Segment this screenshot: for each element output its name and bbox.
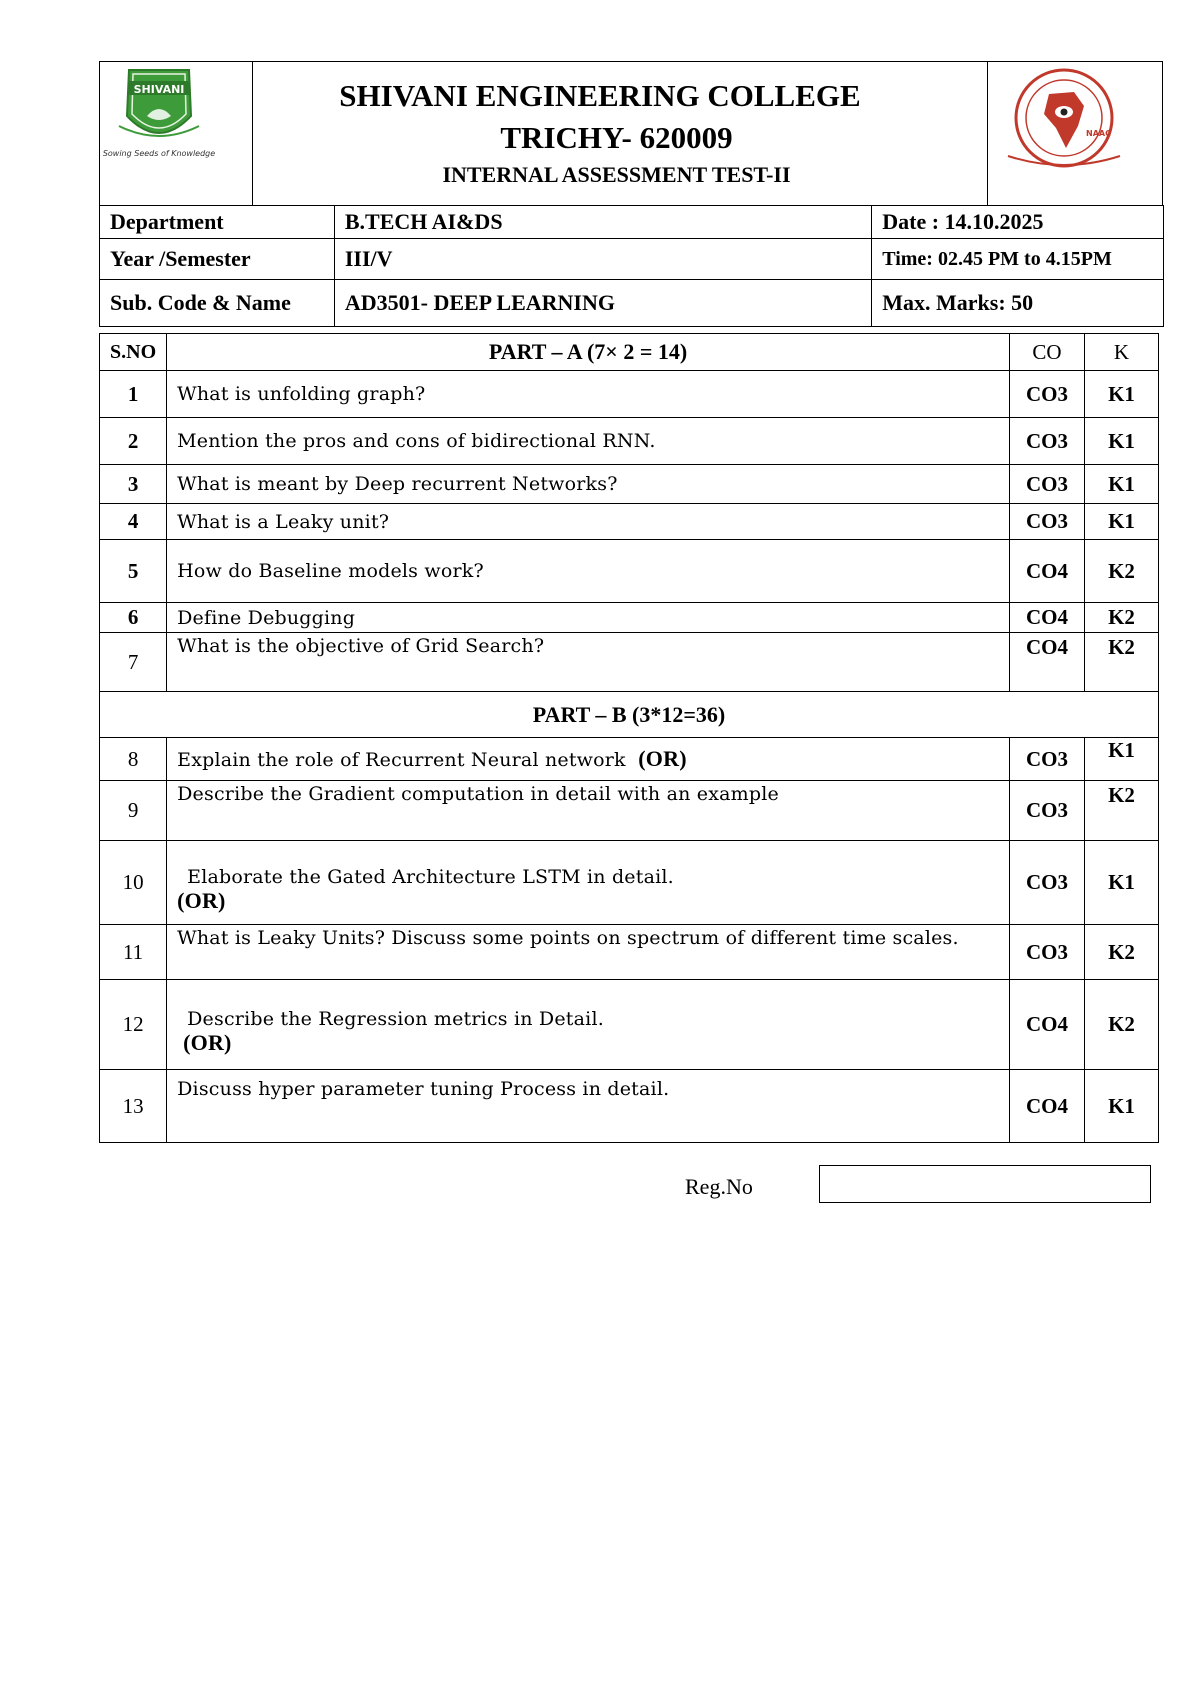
k-value: K1 <box>1085 841 1159 925</box>
k-value: K1 <box>1085 504 1159 540</box>
table-row <box>100 925 1159 980</box>
co-value: CO4 <box>1010 633 1085 692</box>
sno-header: S.NO <box>100 334 167 371</box>
max-marks: Max. Marks: 50 <box>872 280 1164 327</box>
k-value: K2 <box>1085 781 1159 841</box>
year-value: III/V <box>334 239 871 280</box>
sno: 12 <box>100 980 167 1070</box>
k-value: K2 <box>1085 633 1159 692</box>
sno: 5 <box>100 540 167 603</box>
k-value: K2 <box>1085 980 1159 1070</box>
question-text: Mention the pros and cons of bidirectional RNN. <box>167 418 1010 465</box>
table-row <box>100 540 1159 603</box>
table-row <box>100 1070 1159 1143</box>
table-row <box>100 841 1159 925</box>
logo-left-text: SHIVANI <box>133 83 185 96</box>
question-cell <box>167 841 1010 925</box>
question-text: Describe the Regression metrics in Detail. <box>187 1007 604 1030</box>
sno: 6 <box>100 603 167 633</box>
info-table <box>99 205 1164 327</box>
sno: 13 <box>100 1070 167 1143</box>
table-row <box>100 504 1159 540</box>
question-text: Explain the role of Recurrent Neural network <box>177 749 626 771</box>
co-value: CO3 <box>1010 738 1085 781</box>
table-row <box>100 465 1159 504</box>
k-header: K <box>1085 334 1159 371</box>
co-value: CO4 <box>1010 1070 1085 1143</box>
question-text: Discuss hyper parameter tuning Process in detail. <box>167 1070 1010 1143</box>
logo-left-tagline: Sowing Seeds of Knowledge <box>102 149 216 158</box>
dept-label: Department <box>100 206 335 239</box>
reg-no-box[interactable] <box>819 1165 1151 1203</box>
question-text: What is meant by Deep recurrent Networks? <box>167 465 1010 504</box>
sno: 7 <box>100 633 167 692</box>
table-row <box>100 603 1159 633</box>
question-cell <box>167 738 1010 781</box>
reg-no-label: Reg.No <box>685 1174 753 1199</box>
co-value: CO3 <box>1010 504 1085 540</box>
k-value: K2 <box>1085 540 1159 603</box>
time-label: Time: 02.45 PM to 4.15PM <box>872 239 1164 280</box>
co-value: CO3 <box>1010 465 1085 504</box>
question-text: What is a Leaky unit? <box>167 504 1010 540</box>
question-text: Elaborate the Gated Architecture LSTM in detail. <box>187 865 674 888</box>
subject-label: Sub. Code & Name <box>100 280 335 327</box>
question-text: Describe the Gradient computation in detail with an example <box>167 781 1010 841</box>
co-value: CO4 <box>1010 980 1085 1070</box>
date-label: Date : 14.10.2025 <box>872 206 1164 239</box>
or-label: (OR) <box>183 1029 232 1055</box>
co-value: CO3 <box>1010 925 1085 980</box>
table-row <box>100 418 1159 465</box>
k-value: K2 <box>1085 925 1159 980</box>
k-value: K1 <box>1085 418 1159 465</box>
part-b-title: PART – B (3*12=36) <box>100 692 1159 738</box>
table-row <box>100 781 1159 841</box>
k-value: K1 <box>1085 371 1159 418</box>
sno: 1 <box>100 371 167 418</box>
question-text: What is Leaky Units? Discuss some points on spectrum of different time scales. <box>167 925 1010 980</box>
question-text: Define Debugging <box>167 603 1010 633</box>
question-cell <box>167 980 1010 1070</box>
sno: 11 <box>100 925 167 980</box>
k-value: K2 <box>1085 603 1159 633</box>
co-value: CO3 <box>1010 371 1085 418</box>
co-header: CO <box>1010 334 1085 371</box>
k-value: K1 <box>1085 738 1159 781</box>
question-text: How do Baseline models work? <box>167 540 1010 603</box>
co-value: CO3 <box>1010 781 1085 841</box>
k-value: K1 <box>1085 1070 1159 1143</box>
college-name: SHIVANI ENGINEERING COLLEGE <box>339 78 861 113</box>
co-value: CO3 <box>1010 418 1085 465</box>
logo-right-text: NAAC <box>1086 129 1111 138</box>
co-value: CO4 <box>1010 540 1085 603</box>
table-row <box>100 371 1159 418</box>
sno: 9 <box>100 781 167 841</box>
or-label: (OR) <box>638 746 687 771</box>
sno: 4 <box>100 504 167 540</box>
sno: 8 <box>100 738 167 781</box>
co-value: CO3 <box>1010 841 1085 925</box>
college-location: TRICHY- 620009 <box>500 120 733 155</box>
year-label: Year /Semester <box>100 239 335 280</box>
sno: 10 <box>100 841 167 925</box>
subject-value: AD3501- DEEP LEARNING <box>334 280 871 327</box>
k-value: K1 <box>1085 465 1159 504</box>
co-value: CO4 <box>1010 603 1085 633</box>
or-label: (OR) <box>177 887 226 913</box>
table-row <box>100 633 1159 692</box>
table-row <box>100 980 1159 1070</box>
part-a-title: PART – A (7× 2 = 14) <box>167 334 1010 371</box>
table-row <box>100 738 1159 781</box>
sno: 3 <box>100 465 167 504</box>
sno: 2 <box>100 418 167 465</box>
dept-value: B.TECH AI&DS <box>334 206 871 239</box>
question-text: What is unfolding graph? <box>167 371 1010 418</box>
question-text: What is the objective of Grid Search? <box>167 633 1010 692</box>
test-name: INTERNAL ASSESSMENT TEST-II <box>442 162 791 187</box>
questions-table <box>99 333 1159 1143</box>
